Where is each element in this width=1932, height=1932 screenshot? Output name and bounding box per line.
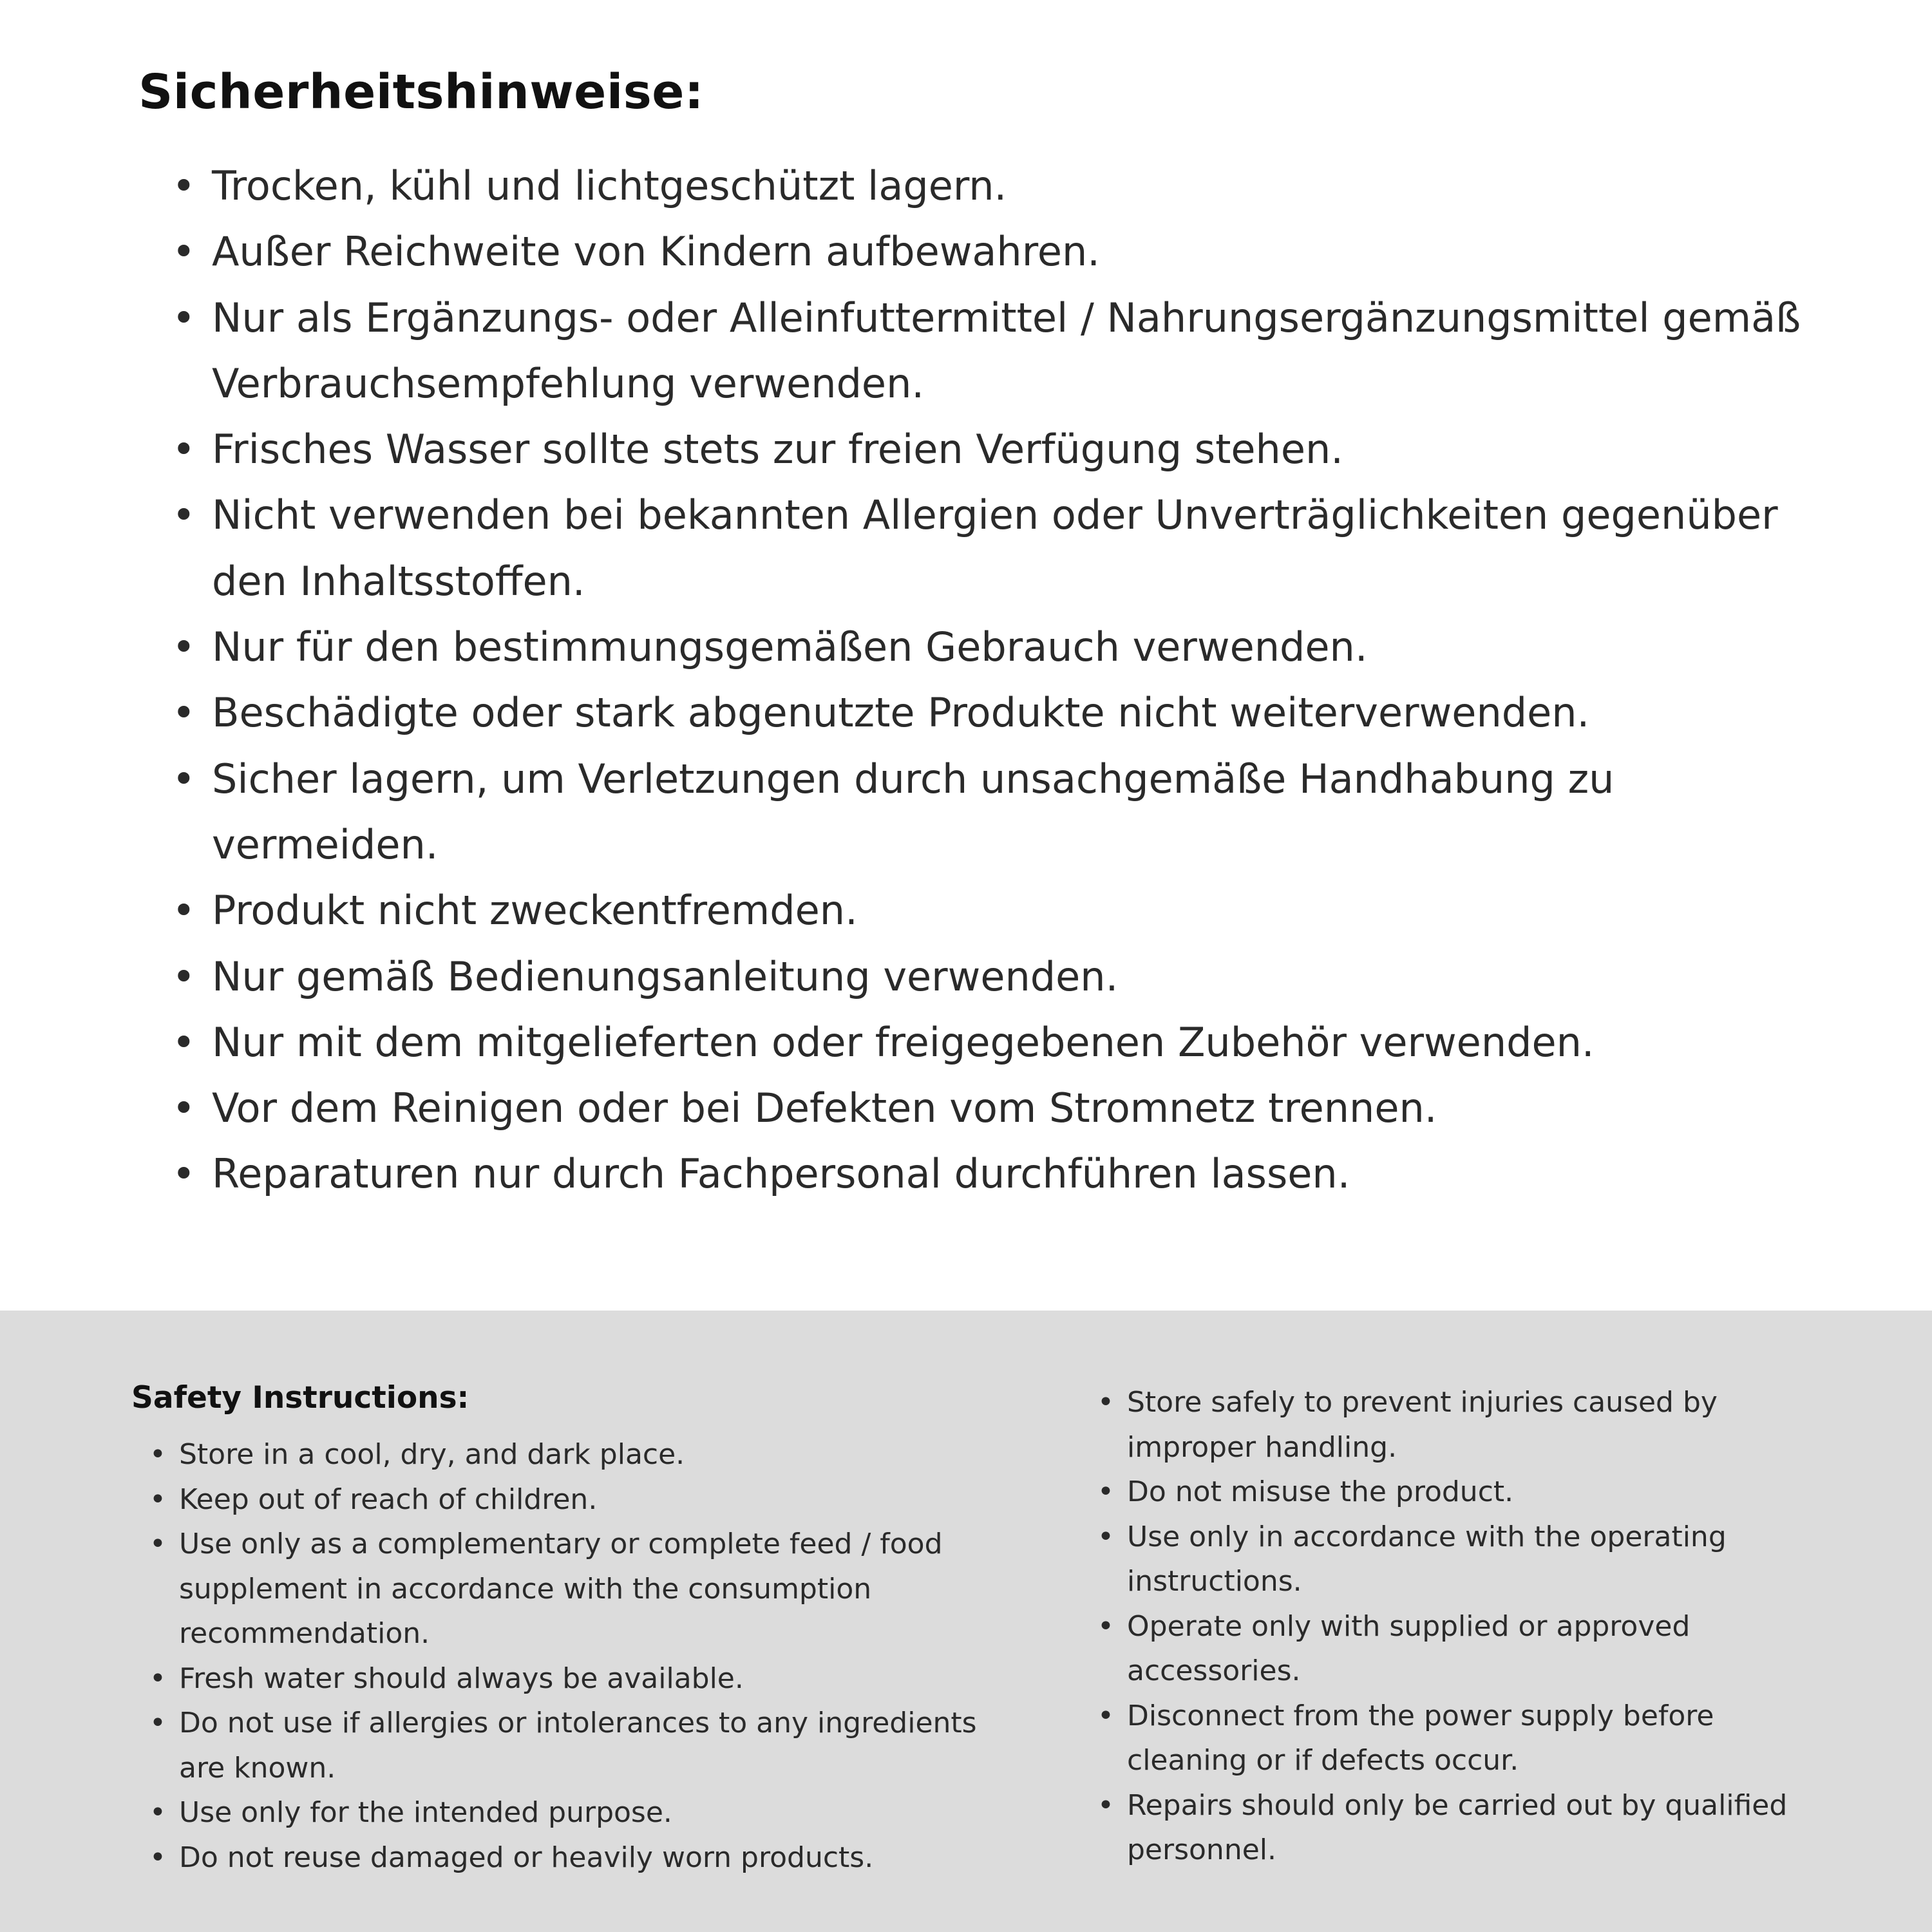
english-safety-list-item bbox=[1097, 1380, 1842, 1470]
bullet-icon: • bbox=[172, 162, 196, 209]
bullet-icon: • bbox=[149, 1438, 166, 1471]
english-safety-item-text: Do not reuse damaged or heavily worn products. bbox=[179, 1841, 874, 1874]
german-safety-list-item bbox=[172, 680, 1823, 746]
bullet-icon: • bbox=[172, 294, 196, 341]
bullet-icon: • bbox=[172, 228, 196, 276]
german-safety-item-text: Nur mit dem mitgelieferten oder freigegebenen Zubehör verwenden. bbox=[212, 1018, 1595, 1066]
bullet-icon: • bbox=[149, 1482, 166, 1516]
german-safety-list-item bbox=[172, 878, 1823, 943]
english-safety-item-text: Use only as a complementary or complete feed / food supplement in accordance with the consumption recommendation. bbox=[179, 1528, 943, 1651]
german-safety-item-text: Sicher lagern, um Verletzungen durch unsachgemäße Handhabung zu vermeiden. bbox=[212, 755, 1615, 868]
english-safety-item-text: Operate only with supplied or approved accessories. bbox=[1127, 1609, 1690, 1688]
german-safety-item-text: Außer Reichweite von Kindern aufbewahren. bbox=[212, 228, 1100, 276]
english-safety-item-text: Fresh water should always be available. bbox=[179, 1662, 744, 1695]
english-heading: Safety Instructions: bbox=[131, 1380, 469, 1416]
english-safety-list-item bbox=[149, 1701, 988, 1790]
german-safety-list-item bbox=[172, 746, 1823, 878]
german-safety-list-item bbox=[172, 944, 1823, 1010]
bullet-icon: • bbox=[1097, 1788, 1114, 1822]
bullet-icon: • bbox=[149, 1662, 166, 1695]
bullet-icon: • bbox=[149, 1796, 166, 1830]
german-safety-item-text: Produkt nicht zweckentfremden. bbox=[212, 887, 858, 934]
bullet-icon: • bbox=[172, 623, 196, 671]
english-safety-item-text: Use only in accordance with the operating instructions. bbox=[1127, 1520, 1727, 1598]
english-safety-item-text: Keep out of reach of children. bbox=[179, 1482, 598, 1516]
english-safety-item-text: Disconnect from the power supply before cleaning or if defects occur. bbox=[1127, 1699, 1714, 1777]
english-safety-list-item bbox=[149, 1790, 988, 1835]
bullet-icon: • bbox=[149, 1841, 166, 1874]
english-safety-item-text: Store in a cool, dry, and dark place. bbox=[179, 1438, 685, 1471]
english-safety-item-text: Repairs should only be carried out by qualified personnel. bbox=[1127, 1788, 1788, 1867]
bullet-icon: • bbox=[172, 952, 196, 1000]
german-safety-list-item bbox=[172, 482, 1823, 614]
english-safety-list-item bbox=[149, 1656, 988, 1701]
english-safety-list-item bbox=[1097, 1470, 1842, 1515]
english-safety-list-item bbox=[1097, 1604, 1842, 1694]
german-safety-list-item bbox=[172, 153, 1823, 219]
german-safety-item-text: Nur gemäß Bedienungsanleitung verwenden. bbox=[212, 952, 1119, 1000]
english-safety-item-text: Use only for the intended purpose. bbox=[179, 1796, 672, 1830]
bullet-icon: • bbox=[172, 491, 196, 539]
english-safety-item-text: Do not use if allergies or intolerances to any ingredients are known. bbox=[179, 1707, 977, 1785]
bullet-icon: • bbox=[172, 426, 196, 473]
english-safety-list-left bbox=[131, 1432, 988, 1880]
english-safety-list-item bbox=[1097, 1515, 1842, 1604]
english-safety-list-right bbox=[1097, 1380, 1842, 1873]
german-safety-list-item bbox=[172, 1075, 1823, 1141]
english-left-column bbox=[131, 1380, 988, 1880]
english-safety-item-text: Do not misuse the product. bbox=[1127, 1475, 1514, 1509]
bullet-icon: • bbox=[149, 1707, 166, 1740]
bullet-icon: • bbox=[1097, 1699, 1114, 1732]
bullet-icon: • bbox=[1097, 1520, 1114, 1553]
german-safety-list-item bbox=[172, 417, 1823, 482]
german-safety-item-text: Reparaturen nur durch Fachpersonal durchführen lassen. bbox=[212, 1150, 1350, 1198]
english-right-column bbox=[1097, 1380, 1842, 1873]
bullet-icon: • bbox=[172, 755, 196, 802]
bullet-icon: • bbox=[1097, 1475, 1114, 1509]
german-safety-item-text: Beschädigte oder stark abgenutzte Produkte nicht weiterverwenden. bbox=[212, 689, 1590, 737]
bullet-icon: • bbox=[172, 689, 196, 737]
german-safety-list-item bbox=[172, 1141, 1823, 1207]
english-safety-list-item bbox=[149, 1432, 988, 1477]
english-safety-list-item bbox=[149, 1477, 988, 1522]
english-safety-list-item bbox=[1097, 1783, 1842, 1873]
english-safety-item-text: Store safely to prevent injuries caused by improper handling. bbox=[1127, 1386, 1718, 1464]
german-safety-item-text: Nur als Ergänzungs- oder Alleinfuttermittel / Nahrungsergänzungsmittel gemäß Verbrauchsempfehlung verwenden. bbox=[212, 294, 1801, 407]
english-section bbox=[0, 1311, 1932, 1932]
bullet-icon: • bbox=[1097, 1609, 1114, 1643]
german-safety-item-text: Frisches Wasser sollte stets zur freien Verfügung stehen. bbox=[212, 426, 1343, 473]
german-safety-item-text: Nicht verwenden bei bekannten Allergien oder Unverträglichkeiten gegenüber den Inhaltsstoffen. bbox=[212, 491, 1778, 605]
bullet-icon: • bbox=[172, 887, 196, 934]
german-heading: Sicherheitshinweise: bbox=[138, 64, 705, 120]
german-safety-list bbox=[138, 153, 1823, 1208]
bullet-icon: • bbox=[172, 1150, 196, 1198]
english-safety-list-item bbox=[1097, 1694, 1842, 1783]
german-safety-list-item bbox=[172, 614, 1823, 680]
bullet-icon: • bbox=[1097, 1386, 1114, 1419]
german-safety-list-item bbox=[172, 285, 1823, 417]
bullet-icon: • bbox=[172, 1084, 196, 1132]
german-safety-item-text: Vor dem Reinigen oder bei Defekten vom Stromnetz trennen. bbox=[212, 1084, 1437, 1132]
bullet-icon: • bbox=[172, 1018, 196, 1066]
english-safety-list-item bbox=[149, 1522, 988, 1656]
german-safety-item-text: Nur für den bestimmungsgemäßen Gebrauch verwenden. bbox=[212, 623, 1368, 671]
german-safety-list-item bbox=[172, 1010, 1823, 1075]
german-safety-list-item bbox=[172, 219, 1823, 285]
bullet-icon: • bbox=[149, 1528, 166, 1561]
german-safety-item-text: Trocken, kühl und lichtgeschützt lagern. bbox=[212, 162, 1007, 209]
english-safety-list-item bbox=[149, 1835, 988, 1880]
